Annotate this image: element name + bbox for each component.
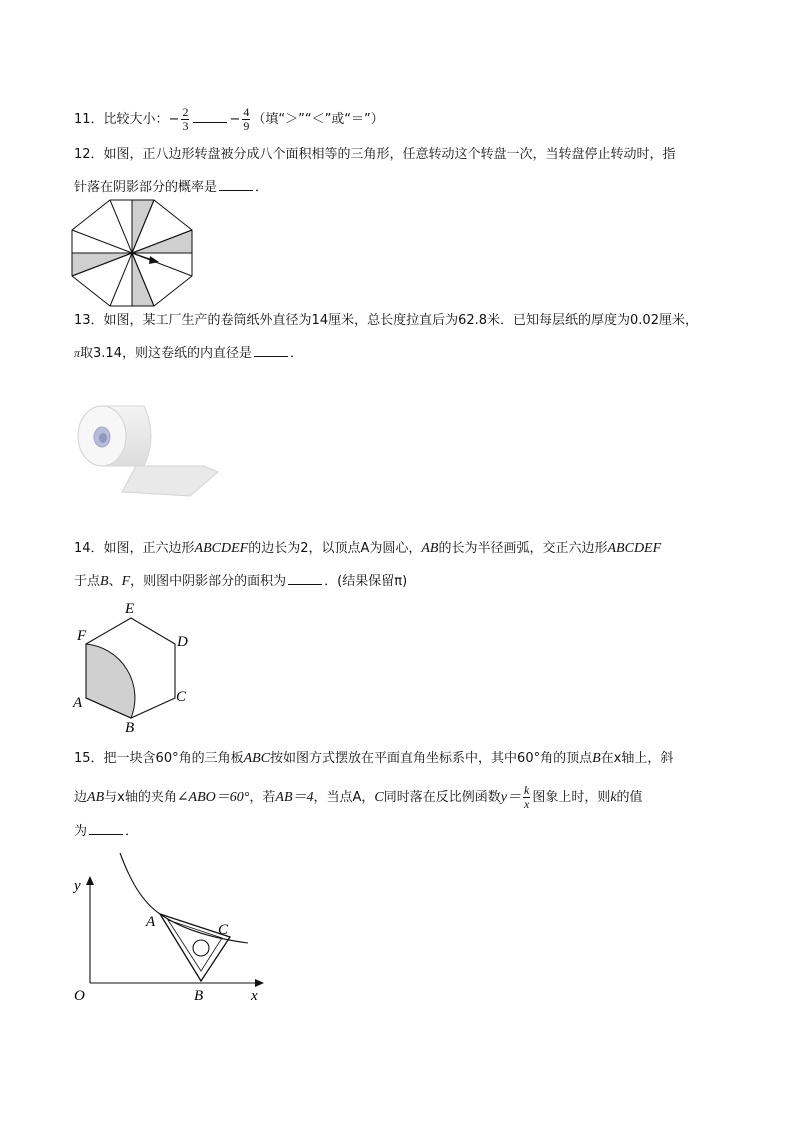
q11-answer-blank[interactable] [193, 110, 227, 123]
q11-suffix: （填“＞”“＜”或“＝”） [252, 112, 384, 127]
q13-end: ． [289, 346, 303, 361]
q14-point-f: F [121, 574, 131, 589]
q11-prefix: 11．比较大小： [74, 112, 169, 127]
reciprocal-curve [120, 853, 248, 943]
octagon-spinner-figure [70, 198, 194, 308]
q11-fraction-2 [242, 106, 250, 133]
q15-function-fraction [523, 784, 530, 811]
triangle-hole [193, 940, 209, 956]
y-axis-arrow-icon [86, 876, 94, 885]
q14-answer-blank[interactable] [288, 572, 322, 585]
q15-line-1 [74, 750, 673, 768]
vertex-label-c: C [176, 689, 187, 705]
q14-text-d: 于点 [74, 574, 101, 589]
q14-text-e: ，则图中阴影部分的面积为 [130, 574, 287, 589]
point-label-a: A [146, 914, 156, 930]
q15-fraction-numerator: k [523, 783, 530, 797]
q15-text-e: 与x轴的夹角 [104, 790, 177, 805]
q15-text-line3: 为 [74, 824, 88, 839]
roll-core-inner [99, 433, 107, 443]
x-axis-arrow-icon [255, 979, 264, 987]
q15-triangle-name: ABC [243, 751, 271, 766]
axis-label-y: y [74, 878, 81, 894]
q15-fraction-denominator: x [523, 797, 530, 811]
q12-line-2-text: 针落在阴影部分的概率是 [74, 180, 218, 195]
point-label-b: B [194, 988, 204, 1004]
vertex-label-e: E [125, 601, 135, 617]
q14-text-f: ．(结果保留π) [324, 574, 408, 589]
triangle-inner-edge [168, 920, 222, 971]
q15-answer-blank[interactable] [89, 822, 123, 835]
q13-line-2 [74, 344, 303, 363]
q15-k: k [610, 790, 617, 805]
q15-text-a: 15．把一块含60°角的三角板 [74, 751, 244, 766]
q12-line-2 [74, 178, 268, 197]
coordinate-figure [70, 850, 270, 1006]
q15-text-g: ，当点A， [313, 790, 375, 805]
point-label-c: C [218, 922, 229, 938]
q15-angle: ∠ABO＝60° [176, 790, 250, 805]
q15-text-h: 同时落在反比例函数 [383, 790, 501, 805]
q14-segment-ab: AB [421, 541, 439, 556]
q11-fraction-1-denominator: 3 [182, 119, 189, 133]
q14-line-1 [74, 540, 661, 558]
q13-line-1: 13．如图，某工厂生产的卷筒纸外直径为14厘米，总长度拉直后为62.8米．已知每层纸的厚度为0.02厘米， [74, 313, 698, 328]
vertex-label-b: B [125, 720, 135, 736]
vertex-label-a: A [73, 695, 83, 711]
vertex-label-f: F [77, 628, 87, 644]
q11-minus-1: − [168, 112, 180, 127]
axis-label-x: x [251, 988, 258, 1004]
q15-text-f: ，若 [249, 790, 276, 805]
q13-line-2-text: 取3.14，则这卷纸的内直径是 [80, 346, 252, 361]
q14-point-b: B [100, 574, 109, 589]
q11-fraction-1-numerator: 2 [182, 105, 189, 119]
q14-text-c: 的长为半径画弧，交正六边形 [438, 541, 608, 556]
q15-text-d: 边 [74, 790, 88, 805]
q12-line-1: 12．如图，正八边形转盘被分成八个面积相等的三角形，任意转动这个转盘一次，当转盘停止转动时，指 [74, 147, 676, 162]
q15-text-j: 的值 [616, 790, 643, 805]
q14-hexagon-name-2: ABCDEF [607, 541, 662, 556]
q14-text-a: 14．如图，正六边形 [74, 541, 195, 556]
question-11 [74, 106, 384, 133]
q11-fraction-2-numerator: 4 [243, 105, 250, 119]
q11-minus-2: − [229, 112, 241, 127]
q13-answer-blank[interactable] [254, 344, 288, 357]
unrolled-paper-strip [122, 466, 218, 496]
shaded-sector [86, 644, 135, 718]
q14-hexagon-name-1: ABCDEF [194, 541, 249, 556]
q11-fraction-2-denominator: 9 [243, 119, 250, 133]
q15-point-c: C [374, 790, 384, 805]
q15-text-b: 按如图方式摆放在平面直角坐标系中，其中60°角的顶点 [270, 751, 593, 766]
q15-line-3 [74, 822, 138, 841]
origin-label-o: O [74, 988, 85, 1004]
q14-separator: 、 [108, 574, 122, 589]
q12-answer-blank[interactable] [219, 178, 253, 191]
q15-function-y: y＝ [500, 790, 521, 805]
q15-ab-length: AB＝4 [275, 790, 314, 805]
q11-fraction-1 [181, 106, 189, 133]
hexagon-figure [70, 598, 200, 738]
q15-end: ． [125, 824, 139, 839]
q15-text-c: 在x轴上，斜 [600, 751, 674, 766]
paper-roll-image [72, 400, 222, 500]
q14-text-b: 的边长为2，以顶点A为圆心， [248, 541, 422, 556]
q15-point-b: B [592, 751, 601, 766]
vertex-label-d: D [177, 634, 188, 650]
q15-line-2 [74, 784, 643, 811]
q15-text-i: 图象上时，则 [532, 790, 611, 805]
q15-segment-ab: AB [87, 790, 105, 805]
q14-line-2 [74, 572, 407, 591]
q13-pi: π [74, 346, 81, 360]
q12-end: ． [255, 180, 269, 195]
